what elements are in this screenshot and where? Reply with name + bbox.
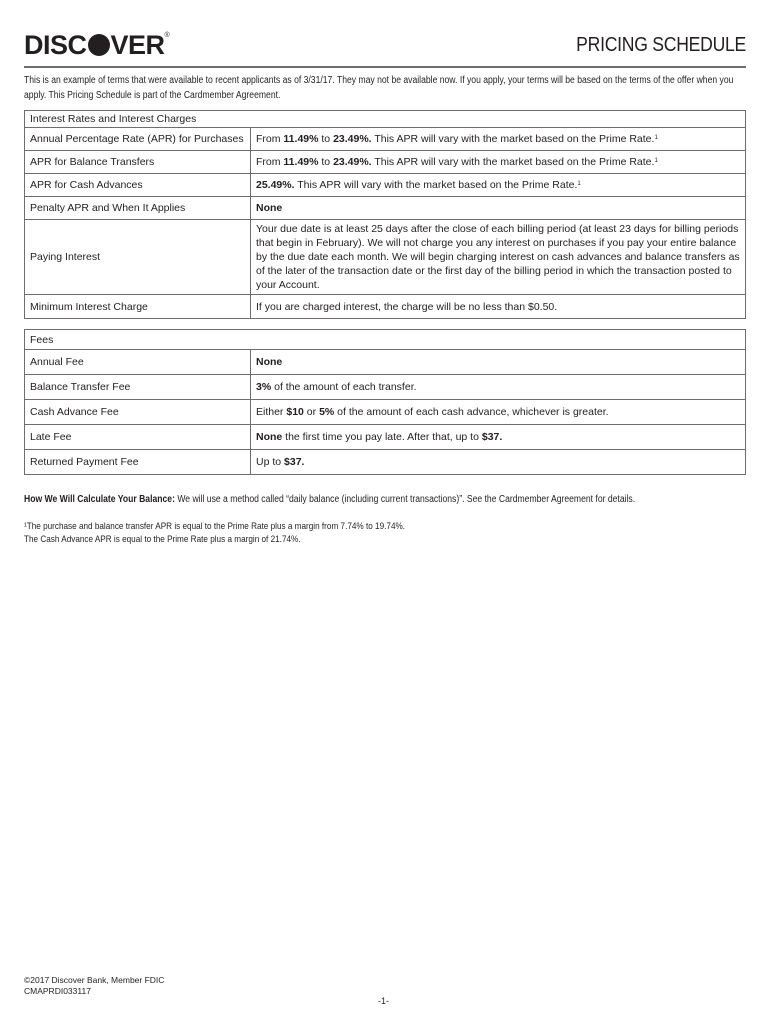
row-label: Balance Transfer Fee bbox=[25, 375, 251, 400]
row-label: Late Fee bbox=[25, 425, 251, 450]
row-label: Returned Payment Fee bbox=[25, 450, 251, 475]
row-label: APR for Balance Transfers bbox=[25, 151, 251, 174]
row-label: Paying Interest bbox=[25, 220, 251, 295]
balance-calc-label: How We Will Calculate Your Balance: bbox=[24, 494, 175, 505]
document-code: CMAPRDI033117 bbox=[24, 986, 91, 996]
registered-mark: ® bbox=[164, 32, 170, 39]
fees-table-heading: Fees bbox=[25, 330, 746, 350]
logo-text-start: DISC bbox=[24, 30, 87, 60]
fees-table bbox=[24, 329, 746, 475]
interest-table-heading: Interest Rates and Interest Charges bbox=[25, 111, 746, 128]
row-value: None bbox=[251, 197, 746, 220]
intro-text: This is an example of terms that were available to recent applicants as of 3/31/17. They may not be available now. If you apply, your terms will be based on the terms of the offer when you apply. This Pricing Schedule is part of the Cardmember Agreement. bbox=[24, 75, 734, 101]
interest-table bbox=[24, 110, 746, 319]
page-number: -1- bbox=[378, 996, 389, 1006]
row-value: None bbox=[251, 350, 746, 375]
row-value: Either $10 or 5% of the amount of each cash advance, whichever is greater. bbox=[251, 400, 746, 425]
row-value: None the first time you pay late. After that, up to $37. bbox=[251, 425, 746, 450]
row-value: From 11.49% to 23.49%. This APR will vary with the market based on the Prime Rate.$^1$ bbox=[251, 151, 746, 174]
row-value: Up to $37. bbox=[251, 450, 746, 475]
footnote-2: The Cash Advance APR is equal to the Prime Rate plus a margin of 21.74%. bbox=[24, 534, 301, 545]
balance-calculation bbox=[24, 494, 635, 505]
row-label: Annual Fee bbox=[25, 350, 251, 375]
row-label: Annual Percentage Rate (APR) for Purchases bbox=[25, 128, 251, 151]
row-label: APR for Cash Advances bbox=[25, 174, 251, 197]
page-title: PRICING SCHEDULE bbox=[576, 34, 746, 56]
footnotes bbox=[24, 520, 405, 546]
copyright-text: ©2017 Discover Bank, Member FDIC bbox=[24, 975, 165, 985]
logo-text-end: VER bbox=[110, 30, 165, 60]
balance-calc-text: We will use a method called “daily balance (including current transactions)”. See the Cardmember Agreement for details. bbox=[177, 494, 636, 505]
row-value: 25.49%. This APR will vary with the market based on the Prime Rate.$^1$ bbox=[251, 174, 746, 197]
row-label: Penalty APR and When It Applies bbox=[25, 197, 251, 220]
page-header bbox=[24, 28, 746, 68]
row-value: From 11.49% to 23.49%. This APR will vary with the market based on the Prime Rate.$^1$ bbox=[251, 128, 746, 151]
row-label: Cash Advance Fee bbox=[25, 400, 251, 425]
discover-logo bbox=[24, 30, 169, 61]
logo-o-mark bbox=[88, 34, 110, 56]
footnote-1: ¹The purchase and balance transfer APR is equal to the Prime Rate plus a margin from 7.74% to 19.74%. bbox=[24, 521, 406, 532]
row-value: 3% of the amount of each transfer. bbox=[251, 375, 746, 400]
row-value: Your due date is at least 25 days after the close of each billing period (at least 23 days for billing periods that begin in February). We will not charge you any interest on purchases if you pay your entire balance by the due date each month. We will begin charging interest on cash advances and balance transfers as of the later of the transaction date or the first day of the billing period in which the transaction posted to your Account. bbox=[251, 220, 746, 295]
row-value: If you are charged interest, the charge will be no less than $0.50. bbox=[251, 295, 746, 319]
page-footer bbox=[24, 975, 164, 997]
row-label: Minimum Interest Charge bbox=[25, 295, 251, 319]
